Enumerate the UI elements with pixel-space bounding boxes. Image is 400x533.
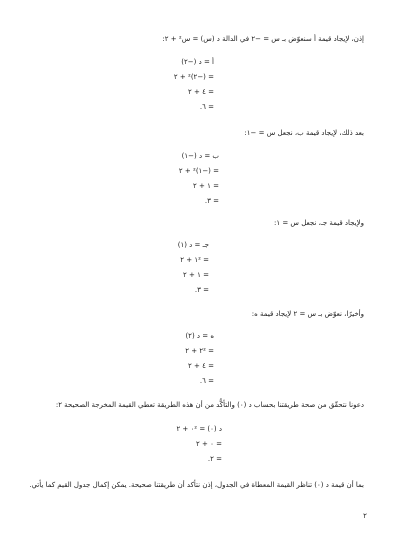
- equation-b-line-3: = ١ + ٢: [193, 182, 219, 190]
- equation-c-line-2: = ١² + ٢: [180, 256, 209, 264]
- equation-c-line-4: = ٣.: [194, 286, 209, 294]
- equation-check-line-2: = ٠ + ٢: [196, 440, 222, 448]
- paragraph-find-c: ولإيجاد قيمة جـ، نجعل س = ١:: [273, 219, 364, 227]
- equation-e-line-1: ه = د (٢): [185, 332, 214, 340]
- equation-e-line-2: = ٢² + ٢: [185, 347, 214, 355]
- equation-e-line-3: = ٤ + ٢: [188, 362, 214, 370]
- page-number: ٢: [363, 512, 367, 520]
- equation-a-line-2: = (−٢)² + ٢: [173, 73, 214, 81]
- equation-a-line-3: = ٤ + ٢: [188, 88, 214, 96]
- equation-b-line-1: ب = د (−١): [181, 152, 219, 160]
- equation-a-line-4: = ٦.: [199, 103, 214, 111]
- equation-e-line-4: = ٦.: [199, 377, 214, 385]
- paragraph-find-a: إذن، لإيجاد قيمة أ سنعوّض بـ س = −٢ في الدالة د (س) = س² + ٢:: [162, 35, 364, 43]
- equation-c-line-3: = ١ + ٢: [183, 271, 209, 279]
- equation-a-line-1: أ = د (−٢): [181, 58, 214, 66]
- equation-b-line-4: = ٣.: [204, 197, 219, 205]
- paragraph-conclusion: بما أن قيمة د (٠) تناظر القيمة المعطاة في الجدول، إذن نتأكد أن طريقتنا صحيحة. يمكن إكمال جدول القيم كما يأتي.: [29, 481, 364, 489]
- equation-c-line-1: جـ = د (١): [177, 241, 209, 249]
- paragraph-find-b: بعد ذلك، لإيجاد قيمة ب، نجعل س = −١:: [244, 129, 364, 137]
- paragraph-find-e: وأخيرًا، نعوّض بـ س = ٢ لإيجاد قيمة ه:: [251, 310, 364, 318]
- equation-b-line-2: = (−١)² + ٢: [178, 167, 219, 175]
- paragraph-verify: دعونا نتحقّق من صحة طريقتنا بحساب د (٠) والتأكُّد من أن هذه الطريقة تعطي القيمة المخرجة الصحيحة ٢:: [55, 401, 364, 409]
- equation-check-line-3: = ٢.: [207, 455, 222, 463]
- equation-check-line-1: د (٠) = ٠² + ٢: [176, 425, 222, 433]
